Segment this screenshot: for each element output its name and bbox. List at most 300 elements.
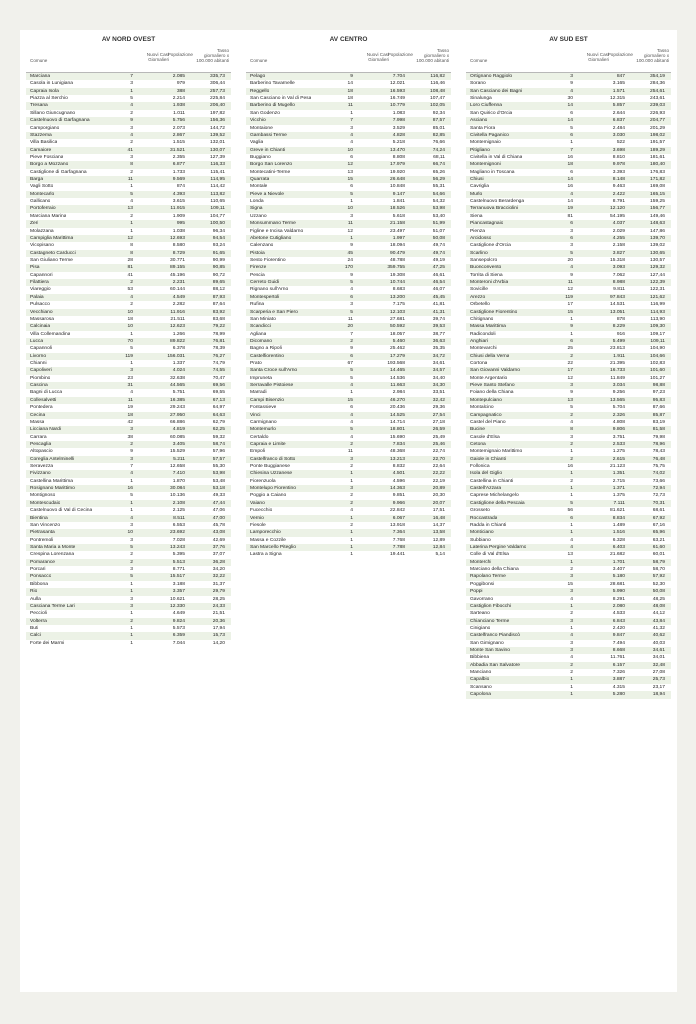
cell-comune: Seravezza bbox=[30, 464, 54, 470]
cell-new-cases: 1 bbox=[130, 640, 133, 646]
cell-new-cases: 2 bbox=[130, 618, 133, 624]
cell-population: 16.749 bbox=[390, 96, 405, 102]
cell-comune: Montemignoni bbox=[470, 162, 501, 168]
cell-new-cases: 8 bbox=[570, 427, 573, 433]
cell-daily-rate: 12,84 bbox=[432, 545, 445, 550]
cell-comune: Poggibonsi bbox=[470, 581, 495, 587]
cell-daily-rate: 132,01 bbox=[210, 140, 225, 146]
cell-daily-rate: 96,34 bbox=[212, 228, 225, 234]
cell-daily-rate: 53,18 bbox=[212, 486, 225, 492]
table-row bbox=[26, 286, 231, 293]
cell-comune: Montale bbox=[250, 184, 268, 190]
cell-population: 9.256 bbox=[612, 390, 625, 396]
cell-comune: Capraia Isola bbox=[30, 88, 59, 94]
table-row bbox=[466, 250, 671, 257]
cell-comune: Capresе Michelangelo bbox=[470, 493, 519, 499]
table-row bbox=[246, 529, 451, 536]
table-row bbox=[466, 176, 671, 183]
table-row bbox=[466, 500, 671, 507]
cell-comune: Pieve Fosciana bbox=[30, 154, 64, 160]
cell-population: 21.682 bbox=[610, 552, 625, 558]
cell-new-cases: 119 bbox=[125, 353, 133, 359]
cell-daily-rate: 97,23 bbox=[652, 390, 665, 396]
cell-new-cases: 13 bbox=[567, 397, 573, 403]
table-row bbox=[26, 478, 231, 485]
cell-population: 2.644 bbox=[612, 110, 625, 116]
cell-daily-rate: 171,82 bbox=[650, 177, 665, 183]
cell-new-cases: 5 bbox=[130, 493, 133, 499]
table-row bbox=[466, 412, 671, 419]
cell-new-cases: 2 bbox=[130, 559, 133, 565]
cell-comune: Ponte Buggianese bbox=[250, 464, 290, 470]
cell-daily-rate: 76,81 bbox=[212, 338, 225, 344]
cell-population: 12.315 bbox=[610, 96, 625, 102]
table-row bbox=[26, 515, 231, 522]
cell-comune: Sovicille bbox=[470, 287, 488, 293]
cell-population: 81.621 bbox=[610, 508, 625, 514]
cell-new-cases: 1 bbox=[570, 316, 573, 322]
cell-new-cases: 11 bbox=[347, 103, 353, 109]
cell-population: 13.200 bbox=[390, 294, 405, 300]
cell-daily-rate: 25,49 bbox=[432, 434, 445, 440]
cell-comune: Capannori bbox=[30, 272, 53, 278]
cell-new-cases: 1 bbox=[570, 684, 573, 690]
cell-comune: Pistoia bbox=[250, 250, 265, 256]
cell-new-cases: 2 bbox=[350, 464, 353, 470]
cell-comune: Scansano bbox=[470, 684, 492, 690]
cell-population: 9.463 bbox=[612, 184, 625, 190]
table-row bbox=[26, 95, 231, 102]
table-row bbox=[246, 367, 451, 374]
cell-population: 1.733 bbox=[172, 169, 185, 175]
cell-new-cases: 13 bbox=[347, 169, 353, 175]
cell-comune: Colle di Val d'Elsa bbox=[470, 552, 509, 558]
cell-new-cases: 1 bbox=[130, 500, 133, 506]
cell-new-cases: 8 bbox=[130, 162, 133, 168]
table-row bbox=[466, 213, 671, 220]
cell-new-cases: 1 bbox=[350, 537, 353, 543]
cell-comune: Chianciano Terme bbox=[470, 618, 510, 624]
cell-daily-rate: 73,66 bbox=[652, 478, 665, 484]
cell-new-cases: 4 bbox=[570, 537, 573, 543]
cell-population: 8.832 bbox=[392, 464, 405, 470]
cell-population: 20.436 bbox=[390, 405, 405, 411]
cell-comune: Vernio bbox=[250, 515, 264, 521]
cell-population: 3.751 bbox=[612, 434, 625, 440]
cell-new-cases: 11 bbox=[347, 449, 353, 455]
header-daily-rate: Tasso giornaliero x 100.000 abitanti bbox=[636, 48, 669, 64]
table-row bbox=[466, 309, 671, 316]
table-row bbox=[466, 183, 671, 190]
cell-new-cases: 11 bbox=[347, 221, 353, 227]
table-row bbox=[246, 102, 451, 109]
table-row bbox=[26, 235, 231, 242]
table-row bbox=[246, 80, 451, 87]
cell-comune: Castelfiorentino bbox=[250, 353, 284, 359]
cell-new-cases: 3 bbox=[570, 589, 573, 595]
cell-daily-rate: 100,50 bbox=[210, 221, 225, 227]
cell-population: 11.761 bbox=[610, 655, 625, 661]
table-row bbox=[466, 147, 671, 154]
cell-population: 2.615 bbox=[612, 456, 625, 462]
table-row bbox=[246, 353, 451, 360]
table-row bbox=[246, 338, 451, 345]
table-row bbox=[466, 522, 671, 529]
cell-population: 11.916 bbox=[170, 309, 185, 315]
table-row bbox=[246, 110, 451, 117]
table-row bbox=[246, 316, 451, 323]
cell-new-cases: 81 bbox=[127, 265, 133, 271]
cell-daily-rate: 76,66 bbox=[432, 140, 445, 146]
cell-daily-rate: 17,51 bbox=[432, 508, 445, 514]
cell-population: 19.920 bbox=[390, 169, 405, 175]
cell-comune: San Giovanni Valdarno bbox=[470, 368, 520, 374]
cell-population: 7.410 bbox=[172, 471, 185, 477]
cell-daily-rate: 114,42 bbox=[210, 184, 225, 190]
cell-daily-rate: 116,46 bbox=[430, 81, 445, 87]
cell-new-cases: 1 bbox=[570, 493, 573, 499]
cell-daily-rate: 20,89 bbox=[432, 486, 445, 492]
cell-population: 31.521 bbox=[170, 147, 185, 153]
cell-daily-rate: 107,47 bbox=[430, 96, 445, 102]
cell-new-cases: 9 bbox=[130, 449, 133, 455]
cell-population: 10.744 bbox=[390, 280, 405, 286]
cell-comune: Casole d'Elsa bbox=[470, 434, 500, 440]
table-row bbox=[466, 264, 671, 271]
table-row bbox=[466, 294, 671, 301]
cell-new-cases: 16 bbox=[567, 464, 573, 470]
cell-population: 1.938 bbox=[172, 103, 185, 109]
cell-population: 9.806 bbox=[612, 427, 625, 433]
cell-population: 6.067 bbox=[392, 515, 405, 521]
cell-daily-rate: 69,55 bbox=[212, 390, 225, 396]
cell-population: 8.988 bbox=[612, 280, 625, 286]
cell-comune: Vaiano bbox=[250, 500, 265, 506]
cell-population: 3.188 bbox=[172, 581, 185, 587]
cell-population: 18.057 bbox=[390, 331, 405, 337]
cell-comune: Massarosa bbox=[30, 316, 54, 322]
cell-population: 3.887 bbox=[612, 677, 625, 683]
cell-daily-rate: 74,55 bbox=[212, 368, 225, 374]
cell-population: 6.359 bbox=[172, 633, 185, 639]
cell-comune: Torrita di Siena bbox=[470, 272, 503, 278]
cell-population: 6.403 bbox=[612, 545, 625, 550]
cell-comune: Prato bbox=[250, 361, 262, 367]
cell-daily-rate: 51,07 bbox=[432, 228, 445, 234]
table-row bbox=[26, 242, 231, 249]
table-row bbox=[26, 205, 231, 212]
cell-population: 12.120 bbox=[610, 206, 625, 212]
cell-new-cases: 5 bbox=[130, 346, 133, 352]
table-row bbox=[26, 529, 231, 536]
cell-population: 8.683 bbox=[392, 287, 405, 293]
cell-daily-rate: 79,22 bbox=[212, 324, 225, 330]
cell-daily-rate: 5,14 bbox=[435, 552, 445, 558]
table-row bbox=[466, 286, 671, 293]
cell-daily-rate: 49,19 bbox=[432, 257, 445, 263]
cell-comune: Loro Ciuffenna bbox=[470, 103, 502, 109]
cell-daily-rate: 20,07 bbox=[432, 500, 445, 506]
cell-population: 17.979 bbox=[390, 162, 405, 168]
cell-new-cases: 1 bbox=[350, 545, 353, 550]
cell-population: 23.813 bbox=[610, 346, 625, 352]
cell-population: 1.515 bbox=[172, 140, 185, 146]
table-row bbox=[26, 537, 231, 544]
cell-new-cases: 4 bbox=[570, 191, 573, 197]
cell-daily-rate: 90,99 bbox=[212, 257, 225, 263]
table-row bbox=[466, 559, 671, 566]
cell-comune: Villa Basilica bbox=[30, 140, 58, 146]
table-row bbox=[466, 426, 671, 433]
table-row bbox=[246, 544, 451, 551]
cell-daily-rate: 26,59 bbox=[432, 427, 445, 433]
cell-population: 5.756 bbox=[172, 118, 185, 124]
cell-daily-rate: 24,33 bbox=[212, 603, 225, 609]
table-row bbox=[26, 301, 231, 308]
cell-comune: Pescaglia bbox=[30, 441, 52, 447]
cell-daily-rate: 144,72 bbox=[210, 125, 225, 131]
cell-population: 14.536 bbox=[390, 375, 405, 381]
cell-new-cases: 41 bbox=[127, 147, 133, 153]
cell-new-cases: 7 bbox=[570, 147, 573, 153]
table-row bbox=[466, 88, 671, 95]
cell-daily-rate: 27,18 bbox=[432, 419, 445, 425]
table-row bbox=[26, 220, 231, 227]
cell-new-cases: 4 bbox=[130, 294, 133, 300]
cell-daily-rate: 54,32 bbox=[432, 199, 445, 205]
cell-population: 2.158 bbox=[612, 243, 625, 249]
cell-new-cases: 5 bbox=[350, 427, 353, 433]
cell-daily-rate: 34,72 bbox=[432, 353, 445, 359]
cell-comune: Cinigiano bbox=[470, 625, 491, 631]
cell-new-cases: 1 bbox=[130, 331, 133, 337]
cell-new-cases: 10 bbox=[127, 530, 133, 536]
table-row bbox=[246, 360, 451, 367]
cell-new-cases: 10 bbox=[127, 324, 133, 330]
cell-new-cases: 4 bbox=[350, 140, 353, 146]
cell-new-cases: 1 bbox=[570, 692, 573, 698]
cell-daily-rate: 226,93 bbox=[650, 110, 665, 116]
cell-new-cases: 6 bbox=[350, 154, 353, 160]
cell-population: 12.103 bbox=[390, 309, 405, 315]
cell-daily-rate: 64,97 bbox=[212, 405, 225, 411]
cell-comune: Rapolano Terme bbox=[470, 574, 506, 580]
table-row bbox=[466, 551, 671, 558]
cell-comune: Piancastagnaio bbox=[470, 221, 504, 227]
cell-daily-rate: 48,08 bbox=[652, 603, 665, 609]
cell-daily-rate: 104,66 bbox=[650, 353, 665, 359]
cell-daily-rate: 62,25 bbox=[212, 427, 225, 433]
table-row bbox=[26, 404, 231, 411]
cell-daily-rate: 72,73 bbox=[652, 493, 665, 499]
cell-population: 7.768 bbox=[392, 537, 405, 543]
cell-comune: Viareggio bbox=[30, 287, 51, 293]
table-row bbox=[246, 522, 451, 529]
table-row bbox=[26, 596, 231, 603]
cell-population: 3.357 bbox=[172, 589, 185, 595]
cell-population: 8.834 bbox=[612, 515, 625, 521]
cell-daily-rate: 74,02 bbox=[652, 471, 665, 477]
cell-daily-rate: 22,22 bbox=[432, 471, 445, 477]
cell-daily-rate: 31,37 bbox=[212, 581, 225, 587]
cell-comune: San Quirico d'Orcia bbox=[470, 110, 513, 116]
cell-new-cases: 9 bbox=[570, 81, 573, 87]
cell-daily-rate: 81,58 bbox=[652, 427, 665, 433]
cell-comune: Roccastrada bbox=[470, 515, 498, 521]
cell-population: 2.214 bbox=[172, 96, 185, 102]
cell-comune: Santa Croce sull'Arno bbox=[250, 368, 298, 374]
cell-daily-rate: 56,29 bbox=[432, 177, 445, 183]
table-row bbox=[466, 529, 671, 536]
cell-new-cases: 2 bbox=[130, 302, 133, 308]
table-row bbox=[466, 404, 671, 411]
cell-daily-rate: 78,99 bbox=[212, 331, 225, 337]
table-row bbox=[26, 88, 231, 95]
cell-population: 22.842 bbox=[390, 508, 405, 514]
cell-new-cases: 12 bbox=[567, 287, 573, 293]
table-row bbox=[26, 573, 231, 580]
cell-daily-rate: 53,98 bbox=[432, 206, 445, 212]
cell-new-cases: 1 bbox=[130, 228, 133, 234]
cell-daily-rate: 66,74 bbox=[432, 162, 445, 168]
cell-comune: Massa e Cozzile bbox=[250, 537, 286, 543]
cell-comune: Pitigliano bbox=[470, 147, 490, 153]
header-new-cases: Nuovi Casi Giornalieri bbox=[366, 52, 389, 63]
cell-comune: Santa Maria a Monte bbox=[30, 545, 76, 550]
cell-population: 878 bbox=[616, 316, 625, 322]
cell-comune: Pienza bbox=[470, 228, 485, 234]
table-row bbox=[26, 316, 231, 323]
cell-daily-rate: 37,07 bbox=[212, 552, 225, 558]
cell-new-cases: 3 bbox=[570, 640, 573, 646]
cell-daily-rate: 13,58 bbox=[432, 530, 445, 536]
cell-population: 5.513 bbox=[172, 559, 185, 565]
table-row bbox=[26, 213, 231, 220]
table-row bbox=[466, 492, 671, 499]
cell-daily-rate: 116,99 bbox=[650, 302, 665, 308]
cell-population: 2.282 bbox=[172, 302, 185, 308]
cell-daily-rate: 22,70 bbox=[432, 456, 445, 462]
cell-population: 359.755 bbox=[387, 265, 405, 271]
cell-new-cases: 5 bbox=[130, 96, 133, 102]
cell-daily-rate: 149,46 bbox=[650, 213, 665, 219]
cell-daily-rate: 41,32 bbox=[652, 625, 665, 631]
cell-population: 13.565 bbox=[610, 397, 625, 403]
cell-new-cases: 2 bbox=[130, 110, 133, 116]
cell-new-cases: 3 bbox=[350, 302, 353, 308]
cell-daily-rate: 239,03 bbox=[650, 103, 665, 109]
cell-comune: San Gimignano bbox=[470, 640, 504, 646]
table-row bbox=[466, 625, 671, 632]
table-row bbox=[466, 603, 671, 610]
cell-population: 8.791 bbox=[612, 199, 625, 205]
cell-comune: Tresana bbox=[30, 103, 48, 109]
cell-comune: Castiglione d'Orcia bbox=[470, 243, 511, 249]
cell-population: 11.663 bbox=[390, 383, 405, 389]
table-row bbox=[466, 397, 671, 404]
cell-new-cases: 6 bbox=[570, 338, 573, 344]
cell-new-cases: 1 bbox=[350, 110, 353, 116]
cell-new-cases: 31 bbox=[127, 383, 133, 389]
table-row bbox=[466, 198, 671, 205]
table-row bbox=[26, 419, 231, 426]
table-row bbox=[26, 507, 231, 514]
cell-comune: Chiusi bbox=[470, 177, 484, 183]
cell-population: 13.470 bbox=[390, 147, 405, 153]
cell-population: 995 bbox=[176, 221, 185, 227]
table-row bbox=[466, 669, 671, 676]
cell-comune: Rosignano Marittimo bbox=[30, 486, 75, 492]
cell-population: 21.511 bbox=[170, 316, 185, 322]
cell-population: 6.843 bbox=[612, 618, 625, 624]
cell-comune: Lucca bbox=[30, 338, 44, 344]
table-row bbox=[466, 80, 671, 87]
cell-daily-rate: 34,57 bbox=[432, 368, 445, 374]
cell-daily-rate: 74,79 bbox=[212, 361, 225, 367]
table-header bbox=[26, 44, 231, 73]
cell-daily-rate: 49,74 bbox=[432, 250, 445, 256]
cell-population: 2.085 bbox=[172, 74, 185, 79]
cell-daily-rate: 354,19 bbox=[650, 74, 665, 79]
cell-population: 10.136 bbox=[170, 493, 185, 499]
cell-daily-rate: 94,54 bbox=[212, 235, 225, 241]
cell-new-cases: 6 bbox=[350, 405, 353, 411]
cell-comune: Murlo bbox=[470, 191, 483, 197]
cell-population: 15.318 bbox=[610, 257, 625, 263]
cell-population: 8.148 bbox=[612, 177, 625, 183]
cell-new-cases: 1 bbox=[130, 184, 133, 190]
cell-daily-rate: 17,94 bbox=[212, 625, 225, 631]
cell-population: 15.517 bbox=[170, 574, 185, 580]
cell-comune: Poggio a Caiano bbox=[250, 493, 287, 499]
cell-population: 8.729 bbox=[172, 250, 185, 256]
table-row bbox=[466, 596, 671, 603]
cell-comune: Subbiano bbox=[470, 537, 491, 543]
cell-population: 19.308 bbox=[390, 272, 405, 278]
cell-daily-rate: 113,82 bbox=[210, 191, 225, 197]
table-row bbox=[246, 323, 451, 330]
cell-new-cases: 1 bbox=[570, 140, 573, 146]
area-table bbox=[466, 36, 671, 699]
cell-comune: Rufina bbox=[250, 302, 265, 308]
cell-new-cases: 170 bbox=[344, 265, 353, 271]
cell-daily-rate: 156,77 bbox=[650, 206, 665, 212]
cell-comune: Civitella Paganico bbox=[470, 132, 509, 138]
cell-population: 1.911 bbox=[613, 353, 625, 359]
cell-new-cases: 1 bbox=[130, 611, 133, 617]
cell-comune: Castelfranco Piandiscò bbox=[470, 633, 521, 639]
table-row bbox=[466, 581, 671, 588]
cell-daily-rate: 53,40 bbox=[432, 213, 445, 219]
cell-comune: Rio bbox=[30, 589, 38, 595]
cell-comune: Montelupo Fiorentino bbox=[250, 486, 296, 492]
cell-daily-rate: 29,36 bbox=[432, 405, 445, 411]
cell-daily-rate: 55,30 bbox=[212, 464, 225, 470]
cell-population: 9.851 bbox=[392, 493, 405, 499]
cell-new-cases: 5 bbox=[570, 250, 573, 256]
cell-daily-rate: 57,92 bbox=[652, 574, 665, 580]
cell-daily-rate: 139,52 bbox=[210, 132, 225, 138]
cell-comune: Empoli bbox=[250, 449, 265, 455]
cell-daily-rate: 34,20 bbox=[212, 567, 225, 573]
cell-daily-rate: 16,48 bbox=[432, 515, 445, 521]
cell-daily-rate: 69,56 bbox=[212, 383, 225, 389]
cell-daily-rate: 12,89 bbox=[432, 537, 445, 543]
table-row bbox=[26, 147, 231, 154]
table-row bbox=[466, 566, 671, 573]
table-row bbox=[26, 551, 231, 558]
cell-population: 12.658 bbox=[170, 464, 185, 470]
